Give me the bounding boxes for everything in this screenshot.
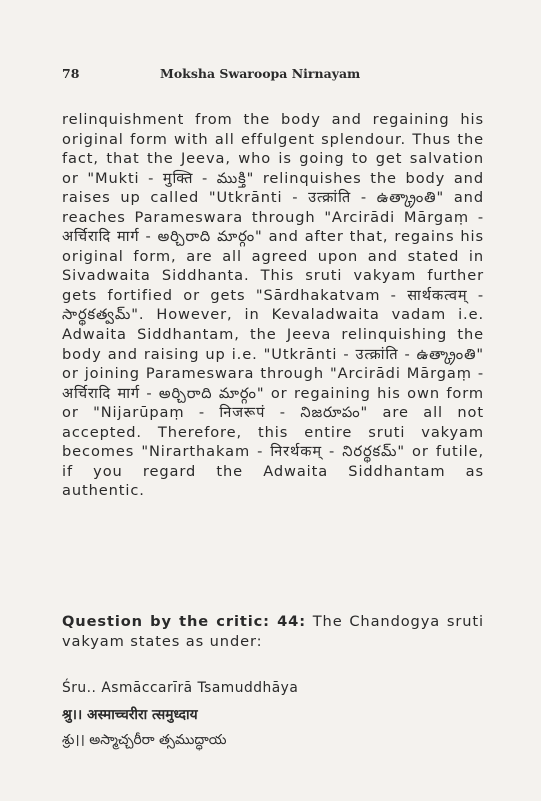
running-title: Moksha Swaroopa Nirnayam xyxy=(160,66,361,81)
question-label: Question by the critic: 44: xyxy=(62,613,306,630)
verse-transliteration: Śru.. Asmāccarīrā Tsamuddhāya xyxy=(62,680,299,696)
verse-telugu: శ్రు।। అస్మాచ్చరీరా త్సముద్ధాయ xyxy=(62,732,227,748)
verse-devanagari: श्रु।। अस्माच्चरीरा त्समुध्दाय xyxy=(62,707,198,723)
critic-question xyxy=(62,612,484,651)
page-number: 78 xyxy=(62,66,80,81)
question-text: The Chandogya sruti vakyam states as under: xyxy=(62,613,484,650)
body-paragraph: relinquishment from the body and regaining his original form with all effulgent splendour. Thus the fact, that the Jeeva, who is going to get salvation or "Mukti - मुक्ति - ముక్తి" relinquishes the body and raises up called "Utkrānti - उत्क्रांति - ఉత్క్రాంతి" and reaches Parameswara through "Arcirādi Mārgaṃ - अर्चिरादि मार्ग - అర్చిరాది మార్గం" and after that, regains his original form, are all agreed upon and stated in Sivadwaita Siddhanta. This sruti vakyam further gets fortified or gets "Sārdhakatvam - सार्थकत्वम् - సార్థకత్వమ్". However, in Kevaladwaita vadam i.e. Adwaita Siddhantam, the Jeeva relinquishing the body and raising up i.e. "Utkrānti - उत्क्रांति - ఉత్క్రాంతి" or joining Parameswara through "Arcirādi Mārgaṃ - अर्चिरादि मार्ग - అర్చిరాది మార్గం" or regaining his own form or "Nijarūpaṃ - निजरूपं - నిజరూపం" are all not accepted. Therefore, this entire sruti vakyam becomes "Nirarthakam - निरर्थकम् - నిరర్థకమ్" or futile, if you regard the Adwaita Siddhantam as authentic. xyxy=(62,111,484,500)
